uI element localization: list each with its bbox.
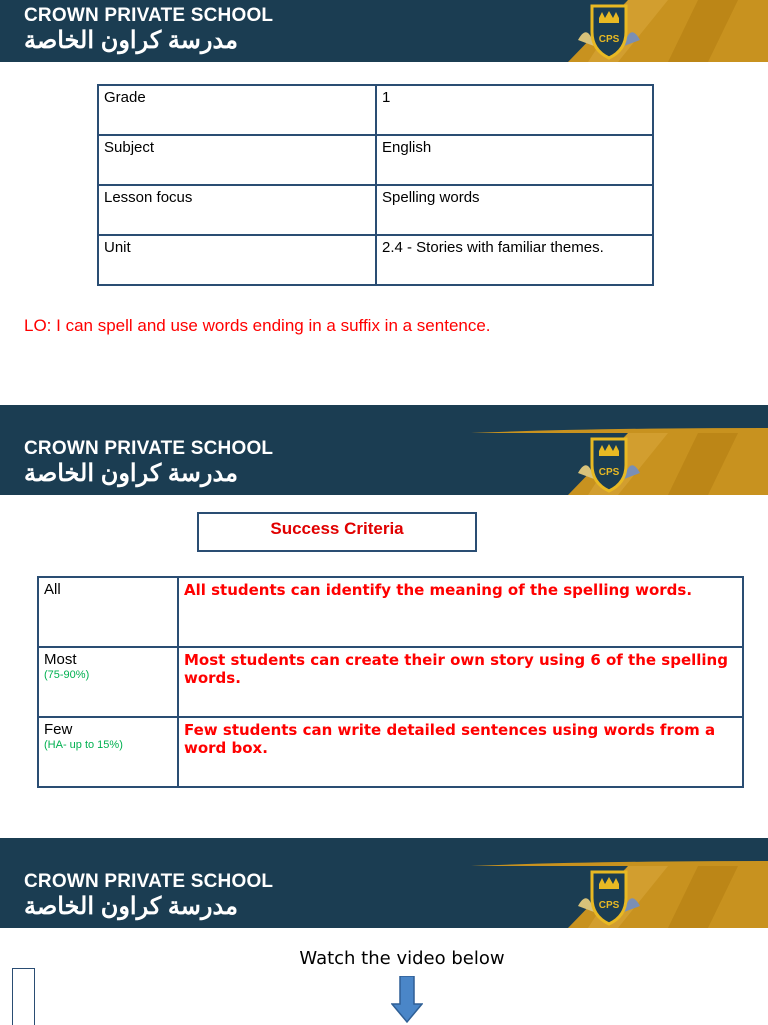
criteria-group-cell — [38, 577, 178, 647]
lesson-value: 2.4 - Stories with familiar themes. — [376, 235, 653, 285]
school-name-english: CROWN PRIVATE SCHOOL — [24, 871, 274, 892]
criteria-group: All — [44, 581, 61, 598]
school-name-arabic: مدرسة كراون الخاصة — [24, 893, 238, 920]
table-row — [38, 577, 743, 647]
success-criteria-table — [37, 576, 744, 788]
empty-frame — [12, 968, 35, 1025]
lesson-label: Unit — [98, 235, 376, 285]
crest-label: CPS — [598, 34, 620, 45]
lesson-value: 1 — [376, 85, 653, 135]
table-row — [38, 647, 743, 717]
crest-label: CPS — [598, 467, 620, 478]
table-row — [38, 717, 743, 787]
crest-label: CPS — [598, 900, 620, 911]
school-crest-icon — [574, 435, 644, 493]
lesson-value: Spelling words — [376, 185, 653, 235]
school-name-arabic: مدرسة كراون الخاصة — [24, 27, 238, 54]
lesson-info-table — [97, 84, 654, 286]
criteria-text: Most students can create their own story using 6 of the spelling words. — [178, 647, 743, 717]
success-criteria-title: Success Criteria — [270, 519, 404, 538]
lesson-label: Subject — [98, 135, 376, 185]
school-name-english: CROWN PRIVATE SCHOOL — [24, 5, 274, 26]
table-row — [98, 135, 653, 185]
criteria-percent: (75-90%) — [44, 669, 90, 681]
video-prompt: Watch the video below — [299, 948, 505, 969]
school-banner — [0, 866, 768, 928]
lesson-value: English — [376, 135, 653, 185]
school-banner — [0, 0, 768, 62]
criteria-text: All students can identify the meaning of the spelling words. — [178, 577, 743, 647]
school-banner — [0, 433, 768, 495]
criteria-text: Few students can write detailed sentences using words from a word box. — [178, 717, 743, 787]
criteria-group: Most — [44, 651, 77, 668]
criteria-group-cell — [38, 717, 178, 787]
arrow-down-icon — [391, 976, 423, 1024]
table-row — [98, 235, 653, 285]
learning-objective: LO: I can spell and use words ending in a suffix in a sentence. — [24, 316, 491, 335]
criteria-group-cell — [38, 647, 178, 717]
school-name-english: CROWN PRIVATE SCHOOL — [24, 438, 274, 459]
lesson-label: Grade — [98, 85, 376, 135]
table-row — [98, 185, 653, 235]
lesson-label: Lesson focus — [98, 185, 376, 235]
criteria-group: Few — [44, 721, 73, 738]
table-row — [98, 85, 653, 135]
success-criteria-heading — [197, 512, 477, 552]
school-crest-icon — [574, 868, 644, 926]
school-name-arabic: مدرسة كراون الخاصة — [24, 460, 238, 487]
school-crest-icon — [574, 2, 644, 60]
criteria-percent: (HA- up to 15%) — [44, 739, 123, 751]
